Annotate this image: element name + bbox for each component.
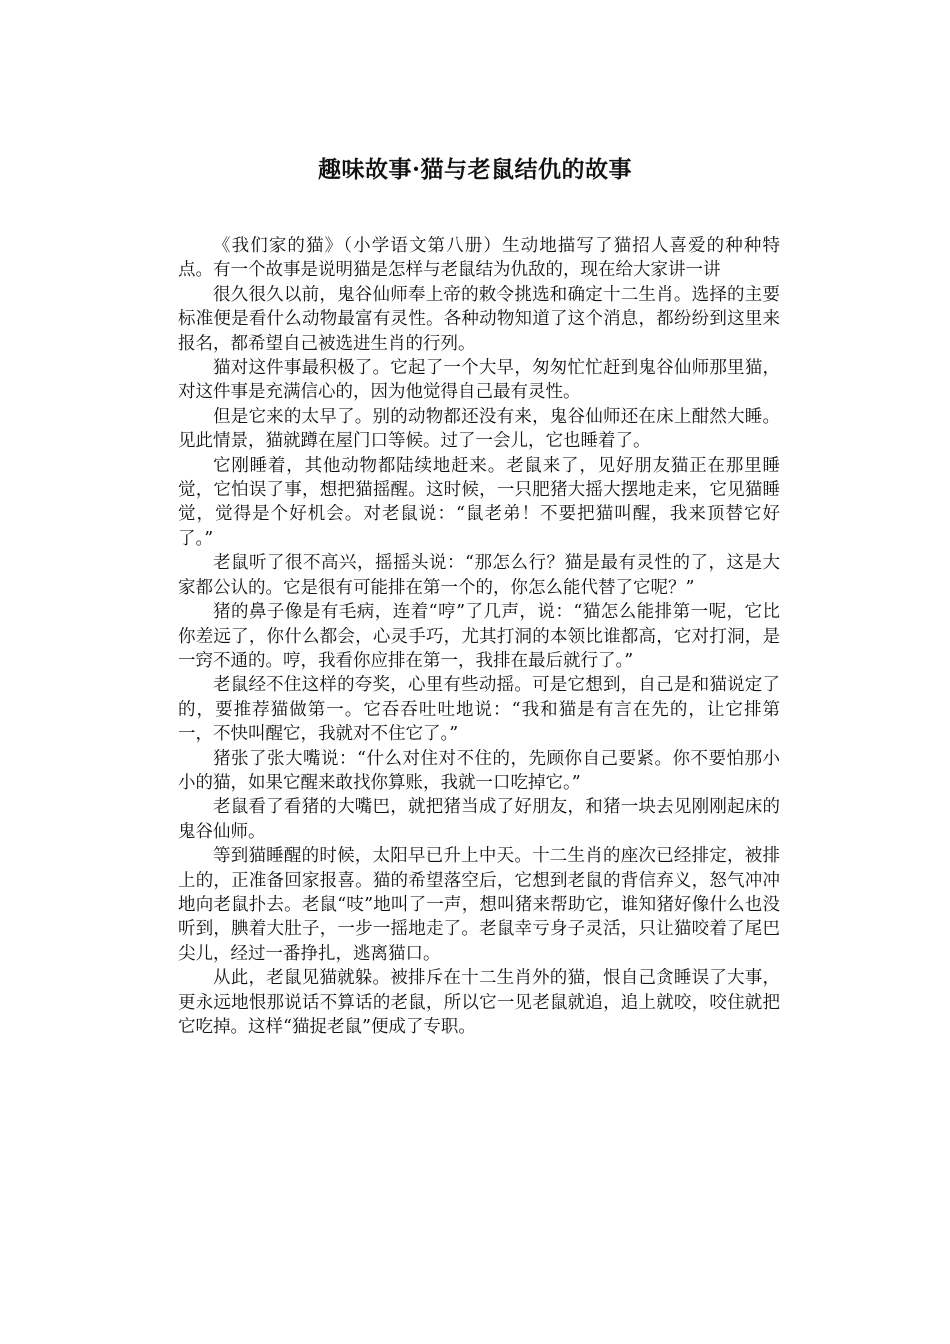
paragraph-4: 但是它来的太早了。别的动物都还没有来，鬼谷仙师还在床上酣然大睡。见此情景，猫就蹲在屋门口等候。过了一会儿，它也睡着了。 bbox=[178, 406, 780, 452]
paragraph-2: 很久很久以前，鬼谷仙师奉上帝的敕令挑选和确定十二生肖。选择的主要标准便是看什么动物最富有灵性。各种动物知道了这个消息，都纷纷到这里来报名，都希望自己被选进生肖的行列。 bbox=[178, 284, 780, 354]
paragraph-8: 老鼠经不住这样的夸奖，心里有些动摇。可是它想到，自己是和猫说定了的，要推荐猫做第一。它吞吞吐吐地说：“我和猫是有言在先的，让它排第一，不快叫醒它，我就对不住它了。” bbox=[178, 675, 780, 745]
document-title: 趣味故事·猫与老鼠结仇的故事 bbox=[317, 156, 632, 183]
paragraph-1: 《我们家的猫》（小学语文第八册）生动地描写了猫招人喜爱的种种特点。有一个故事是说明猫是怎样与老鼠结为仇敌的，现在给大家讲一讲 bbox=[178, 236, 780, 281]
paragraph-3: 猫对这件事最积极了。它起了一个大早，匆匆忙忙赶到鬼谷仙师那里猫，对这件事是充满信心的，因为他觉得自己最有灵性。 bbox=[178, 358, 780, 403]
paragraph-7: 猪的鼻子像是有毛病，连着“哼”了几声，说：“猫怎么能排第一呢，它比你差远了，你什么都会，心灵手巧，尤其打洞的本领比谁都高，它对打洞，是一窍不通的。哼，我看你应排在第一，我排在最后就行了。” bbox=[178, 602, 780, 671]
paragraph-11: 等到猫睡醒的时候，太阳早已升上中天。十二生肖的座次已经排定，被排上的，正准备回家报喜。猫的希望落空后，它想到老鼠的背信弃义，怒气冲冲地向老鼠扑去。老鼠“吱”地叫了一声，想叫猪来帮助它，谁知猪好像什么也没听到，腆着大肚子，一步一摇地走了。老鼠幸亏身子灵活，只让猫咬着了尾巴尖儿，经过一番挣扎，逃离猫口。 bbox=[178, 846, 780, 964]
paragraph-9: 猪张了张大嘴说：“什么对住对不住的，先顾你自己要紧。你不要怕那小小的猫，如果它醒来敢找你算账，我就一口吃掉它。” bbox=[178, 748, 780, 793]
paragraph-12: 从此，老鼠见猫就躲。被排斥在十二生肖外的猫，恨自己贪睡误了大事，更永远地恨那说话不算话的老鼠，所以它一见老鼠就追，追上就咬，咬住就把它吃掉。这样“猫捉老鼠”便成了专职。 bbox=[178, 968, 780, 1037]
paragraph-5: 它刚睡着，其他动物都陆续地赶来。老鼠来了，见好朋友猫正在那里睡觉，它怕误了事，想把猫摇醒。这时候，一只肥猪大摇大摆地走来，它见猫睡觉，觉得是个好机会。对老鼠说：“鼠老弟！不要把猫叫醒，我来顶替它好了。” bbox=[178, 455, 780, 549]
paragraph-6: 老鼠听了很不高兴，摇摇头说：“那怎么行？猫是最有灵性的了，这是大家都公认的。它是很有可能排在第一个的，你怎么能代替了它呢？” bbox=[178, 553, 780, 598]
paragraph-10: 老鼠看了看猪的大嘴巴，就把猪当成了好朋友，和猪一块去见刚刚起床的鬼谷仙师。 bbox=[178, 797, 780, 842]
document-body bbox=[178, 234, 780, 1039]
